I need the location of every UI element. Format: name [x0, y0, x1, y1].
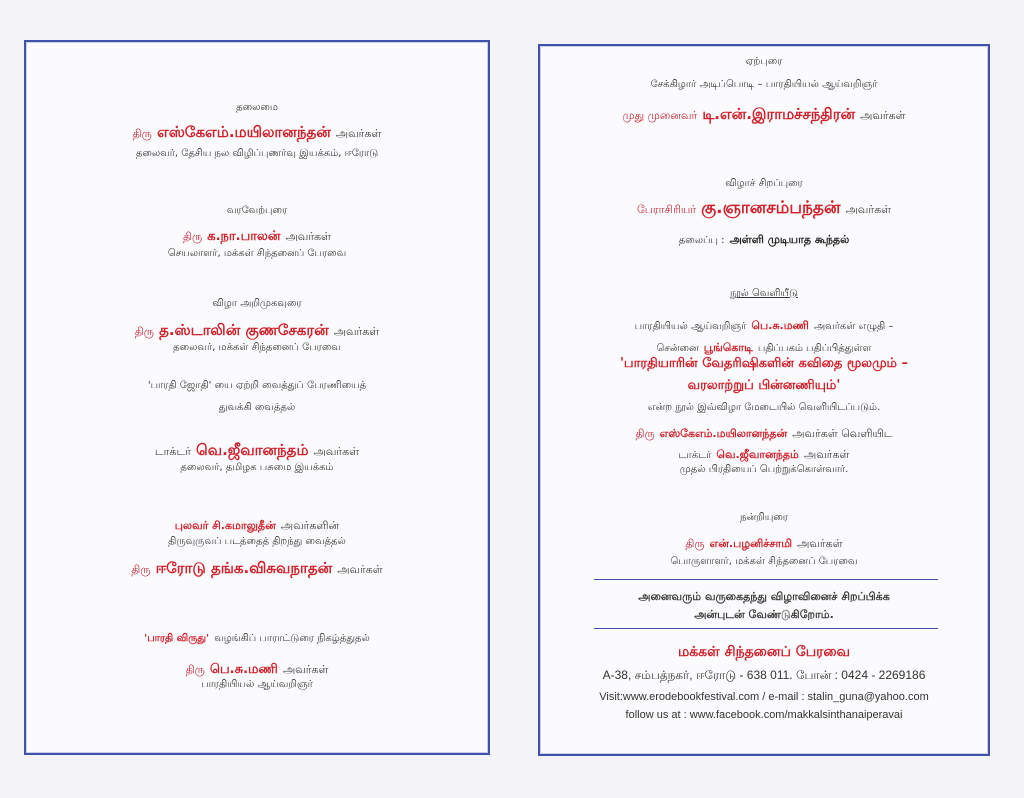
left-panel — [24, 40, 490, 755]
release-line2 — [540, 336, 988, 356]
reception-heading: ஏற்புரை — [745, 56, 783, 67]
special-name-line — [540, 198, 988, 220]
intro-role: தலைவர், மக்கள் சிந்தனைப் பேரவை — [173, 342, 341, 353]
award-line1 — [26, 626, 488, 645]
release-heading: நூல் வெளியீடு — [730, 288, 798, 299]
release-text: அவர்கள் எழுதி – — [814, 321, 894, 332]
poet-name: புலவர் சி.கமாலுதீன் — [174, 519, 276, 532]
org-name: மக்கள் சிந்தனைப் பேரவை — [677, 644, 851, 660]
suffix: அவர்கள் — [797, 537, 843, 550]
suffix: அவர்கள் — [333, 325, 380, 338]
release-text: பாரதியியல் ஆய்வறிஞர் — [634, 321, 747, 332]
thanks-role: பொருளாளர், மக்கள் சிந்தனைப் பேரவை — [670, 556, 858, 567]
honorific: திரு — [131, 563, 151, 576]
intro-name-line — [26, 320, 488, 341]
jothi-name: வெ.ஜீவானந்தம் — [196, 441, 309, 459]
address: A-38, சம்பத்நகர், ஈரோடு - 638 011. போன் : 0424 - 2269186 — [602, 668, 926, 682]
release-line8: முதல் பிரதியைப் பெற்றுக்கொள்வார். — [679, 464, 849, 475]
reception-name-line — [540, 104, 988, 125]
suffix: அவர்கள் — [313, 445, 360, 458]
welcome-name-line — [26, 225, 488, 245]
honorific: திரு — [185, 663, 205, 676]
release-line5: என்ற நூல் இவ்விழா மேடையில் வெளியிடப்படும். — [647, 402, 881, 413]
intro-heading: விழா அறிமுகவுரை — [212, 298, 302, 309]
award-title: 'பாரதி விருது' — [144, 633, 210, 644]
release-line7 — [540, 443, 988, 463]
chair-name-line — [26, 122, 488, 143]
thanks-name: என்.பழனிச்சாமி — [709, 537, 793, 550]
release-line1 — [540, 314, 988, 334]
suffix: அவர்கள் வெளியிட — [792, 427, 893, 440]
award-name-line — [26, 658, 488, 678]
award-role: பாரதியியல் ஆய்வறிஞர் — [201, 679, 313, 690]
jothi-role: தலைவர், தமிழக பசுமை இயக்கம் — [180, 462, 334, 473]
suffix: அவர்களின் — [280, 519, 340, 532]
honorific: திரு — [685, 537, 705, 550]
intro-name: த.ஸ்டாலின் குணசேகரன் — [159, 321, 329, 339]
suffix: அவர்கள் — [335, 127, 382, 140]
honorific: முது முனைவர் — [622, 109, 698, 122]
honorific: பேராசிரியர் — [636, 203, 697, 216]
author-name: பெ.சு.மணி — [751, 319, 809, 332]
receiver-name: வெ.ஜீவானந்தம் — [716, 448, 799, 461]
releaser-name: எஸ்கேஎம்.மயிலானந்தன் — [659, 427, 788, 440]
topic-label: தலைப்பு : — [678, 235, 725, 246]
special-name: கு.ஞானசம்பந்தன் — [701, 198, 841, 218]
honorific: டாக்டர் — [154, 445, 191, 458]
special-heading: விழாச் சிறப்புரை — [725, 178, 803, 189]
divider-top — [594, 579, 938, 580]
invite-line1: அனைவரும் வருகைதந்து விழாவினைச் சிறப்பிக்க — [638, 590, 890, 603]
website-email[interactable]: Visit:www.erodebookfestival.com / e-mail : stalin_guna@yahoo.com — [599, 691, 929, 703]
suffix: அவர்கள் — [337, 563, 383, 576]
welcome-name: க.நா.பாலன் — [207, 229, 281, 244]
honorific: திரு — [635, 427, 655, 440]
release-text: சென்னை — [656, 343, 699, 354]
invite-line2: அன்புடன் வேண்டுகிறோம். — [694, 608, 834, 621]
honorific: திரு — [132, 127, 152, 140]
book-title-line1: 'பாரதியாரின் வேதரிஷிகளின் கவிதை மூலமும் – — [619, 356, 909, 371]
facebook-link[interactable]: follow us at : www.facebook.com/makkalsinthanaiperavai — [625, 709, 903, 721]
suffix: அவர்கள் — [860, 109, 906, 122]
right-panel — [538, 44, 990, 756]
reception-subtitle: சேக்கிழார் அடிப்பொடி – பாரதியியல் ஆய்வறிஞர் — [650, 79, 878, 90]
release-line6 — [540, 422, 988, 442]
reception-name: டி.என்.இராமச்சந்திரன் — [702, 105, 855, 123]
honorific: திரு — [134, 325, 154, 338]
honorific: டாக்டர் — [678, 450, 712, 461]
jothi-line1: 'பாரதி ஜோதி' யை ஏற்றி வைத்துப் பேரணியைத் — [147, 380, 367, 391]
chair-heading: தலைமை — [236, 102, 278, 113]
release-text: பதிப்பகம் பதிப்பித்துள்ள — [757, 343, 872, 354]
welcome-role: செயலாளர், மக்கள் சிந்தனைப் பேரவை — [167, 248, 347, 259]
publisher-name: பூங்கொடி — [703, 341, 753, 354]
portrait-line2: திருவுருவப் படத்தைத் திறந்து வைத்தல் — [168, 536, 346, 547]
jothi-line2: துவக்கி வைத்தல் — [218, 402, 296, 413]
award-name: பெ.சு.மணி — [209, 662, 278, 677]
thanks-name-line — [540, 532, 988, 552]
chair-name: எஸ்கேஎம்.மயிலானந்தன் — [156, 123, 331, 141]
chair-role: தலைவர், தேசிய நல விழிப்புணர்வு இயக்கம், ஈரோடு — [135, 148, 379, 159]
suffix: அவர்கள் — [285, 230, 332, 243]
suffix: அவர்கள் — [282, 663, 329, 676]
divider-bottom — [594, 628, 938, 629]
book-title-line2: வரலாற்றுப் பின்னணியும்' — [687, 378, 841, 393]
suffix: அவர்கள் — [845, 203, 892, 216]
thanks-heading: நன்றியுரை — [740, 512, 788, 523]
portrait-line1 — [26, 514, 488, 534]
welcome-heading: வரவேற்புரை — [226, 205, 288, 216]
honorific: திரு — [182, 230, 203, 243]
portrait-name: ஈரோடு தங்க.விசுவநாதன் — [155, 559, 333, 577]
jothi-name-line — [26, 440, 488, 461]
award-desc: வழங்கிப் பாராட்டுரை நிகழ்த்துதல் — [214, 633, 370, 644]
special-topic-line — [540, 228, 988, 248]
topic: அள்ளி முடியாத கூந்தல் — [729, 233, 850, 246]
suffix: அவர்கள் — [803, 448, 850, 461]
portrait-name-line — [26, 558, 488, 579]
